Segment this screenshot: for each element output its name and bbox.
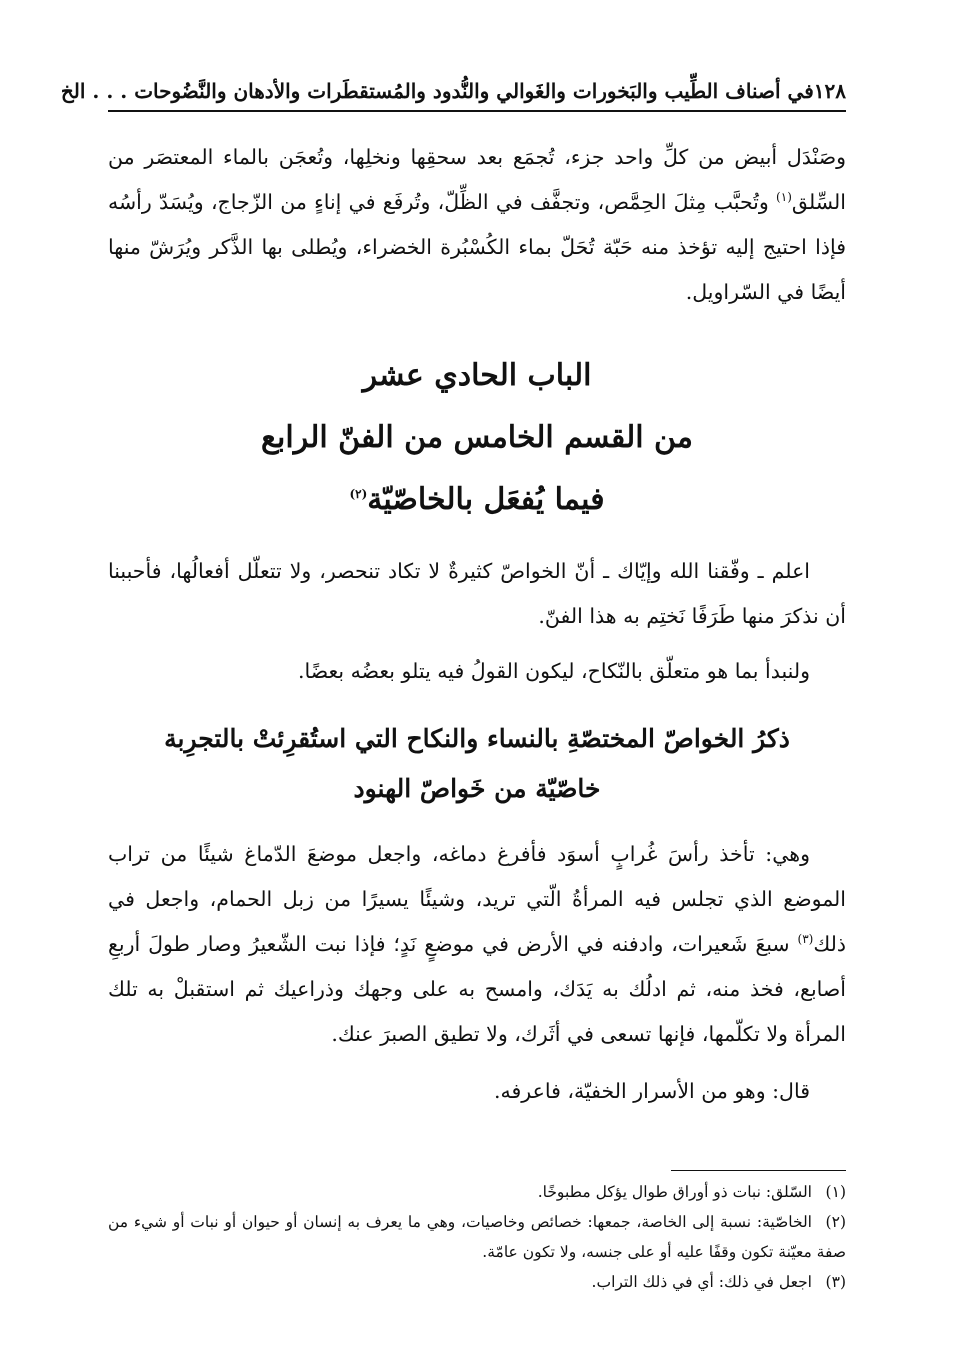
paragraph-recipe: [108, 832, 846, 1057]
running-title: في أصناف الطِّيب والبَخورات والغَوالي والنُّدود والمُستقطَرات والأدهان والنَّضُوحات . . . الخ: [60, 79, 814, 103]
footnote-text: اجعل في ذلك: أي في ذلك التراب.: [591, 1273, 812, 1291]
paragraph-text: وصَنْدَل أبيض من كلِّ واحد جزء، تُجمَع بعد سحقِها ونخلِها، وتُعجَن بالماء المعتصَر من السِّلق: [108, 145, 846, 214]
chapter-topic-text: فيما يُفعَل بالخاصّيّة: [367, 482, 605, 517]
paragraph-perfume-recipe: [108, 135, 846, 315]
section-title-line2: خاصّيّة من خَواصّ الهنود: [353, 774, 601, 803]
paragraph-intro: اعلم ـ وفّقنا الله وإيّاك ـ أنّ الخواصّ كثيرةٌ لا تكاد تنحصر، ولا تتعلّل أفعالُها، فأحببنا أن نذكرَ منها طَرَفًا نَختِم به هذا الفنّ.: [108, 559, 846, 628]
footnote-2: [108, 1207, 846, 1267]
footnotes: [108, 1170, 846, 1297]
footnote-divider: [671, 1170, 846, 1171]
chapter-title: الباب الحادي عشر: [362, 358, 592, 393]
footnote-number: (٣): [825, 1273, 846, 1291]
running-header: [60, 72, 846, 112]
page-body: [108, 135, 846, 1114]
paragraph-closing: قال: وهو من الأسرار الخفيّة، فاعرفه.: [493, 1079, 810, 1103]
footnote-text: الخاصّية: نسبة إلى الخاصة، جمعها: خصائص وخاصيات، وهي ما يعرف به إنسان أو حيوان أو نبات أو شيء من صفة معيّنة تكون وقفًا عليه أو على جنسه، ولا تكون عامّة.: [108, 1213, 846, 1261]
page-number: ١٢٨: [813, 79, 846, 103]
footnote-1: [108, 1177, 846, 1207]
footnote-ref-2: (٢): [349, 487, 368, 501]
chapter-subtitle: من القسم الخامس من الفنّ الرابع: [261, 420, 693, 455]
paragraph-text: سبعَ شَعيرات، وادفنه في الأرض في موضعٍ نَدٍ؛ فإذا نبت الشّعيرُ وصار طولَ أربعِ أصابع، فخذ منه، ثم ادلُك به يَدَك، وامسح به على وجهك وذراعيك ثم استقبلْ به تلك المرأة ولا تكلّمها، فإنها تسعى في أثَرك، ولا تطيق الصبرَ عنك.: [108, 932, 846, 1046]
paragraph-start: ولنبدأ بما هو متعلّق بالنّكاح، ليكون القولُ فيه يتلو بعضُه بعضًا.: [297, 659, 810, 683]
footnote-ref-3: (٣): [797, 932, 814, 947]
chapter-heading: [108, 345, 846, 531]
footnote-number: (٢): [825, 1213, 846, 1231]
footnote-text: السّلق: نبات ذو أوراق طوال يؤكل مطبوخًا.: [537, 1183, 812, 1201]
paragraph-text: وهي: تأخذ رأسَ غُرابٍ أسوَد فأفرغ دماغه، واجعل موضعَ الدّماغ شيئًا من تراب الموضع الذي تجلس فيه المرأةُ الّتي تريد، وشيئًا يسيرًا من زبل الحمام، واجعل في ذلك: [108, 842, 846, 956]
footnote-number: (١): [825, 1183, 846, 1201]
chapter-topic: [108, 469, 846, 531]
section-title-line1: ذكرُ الخواصّ المختصّةِ بالنساء والنكاح التي استُقرِئتْ بالتجرِبة: [164, 724, 790, 753]
footnote-3: [108, 1267, 846, 1297]
section-heading: [108, 714, 846, 814]
footnote-ref-1: (١): [776, 190, 792, 205]
paragraph-text: وتُحبَّب مِثلَ الحِمَّص، وتجفَّف في الظِّلّ، وتُرفَع في إناءٍ من الزّجاج، ويُسَدّ رأسُه فإذا احتيج إليه تؤخذ منه حَبّة تُحَلّ بماء الكُسْبُرة الخضراء، ويُطلى بها الذَّكر ويُرَشّ منها أيضًا في السّراويل.: [108, 190, 846, 304]
